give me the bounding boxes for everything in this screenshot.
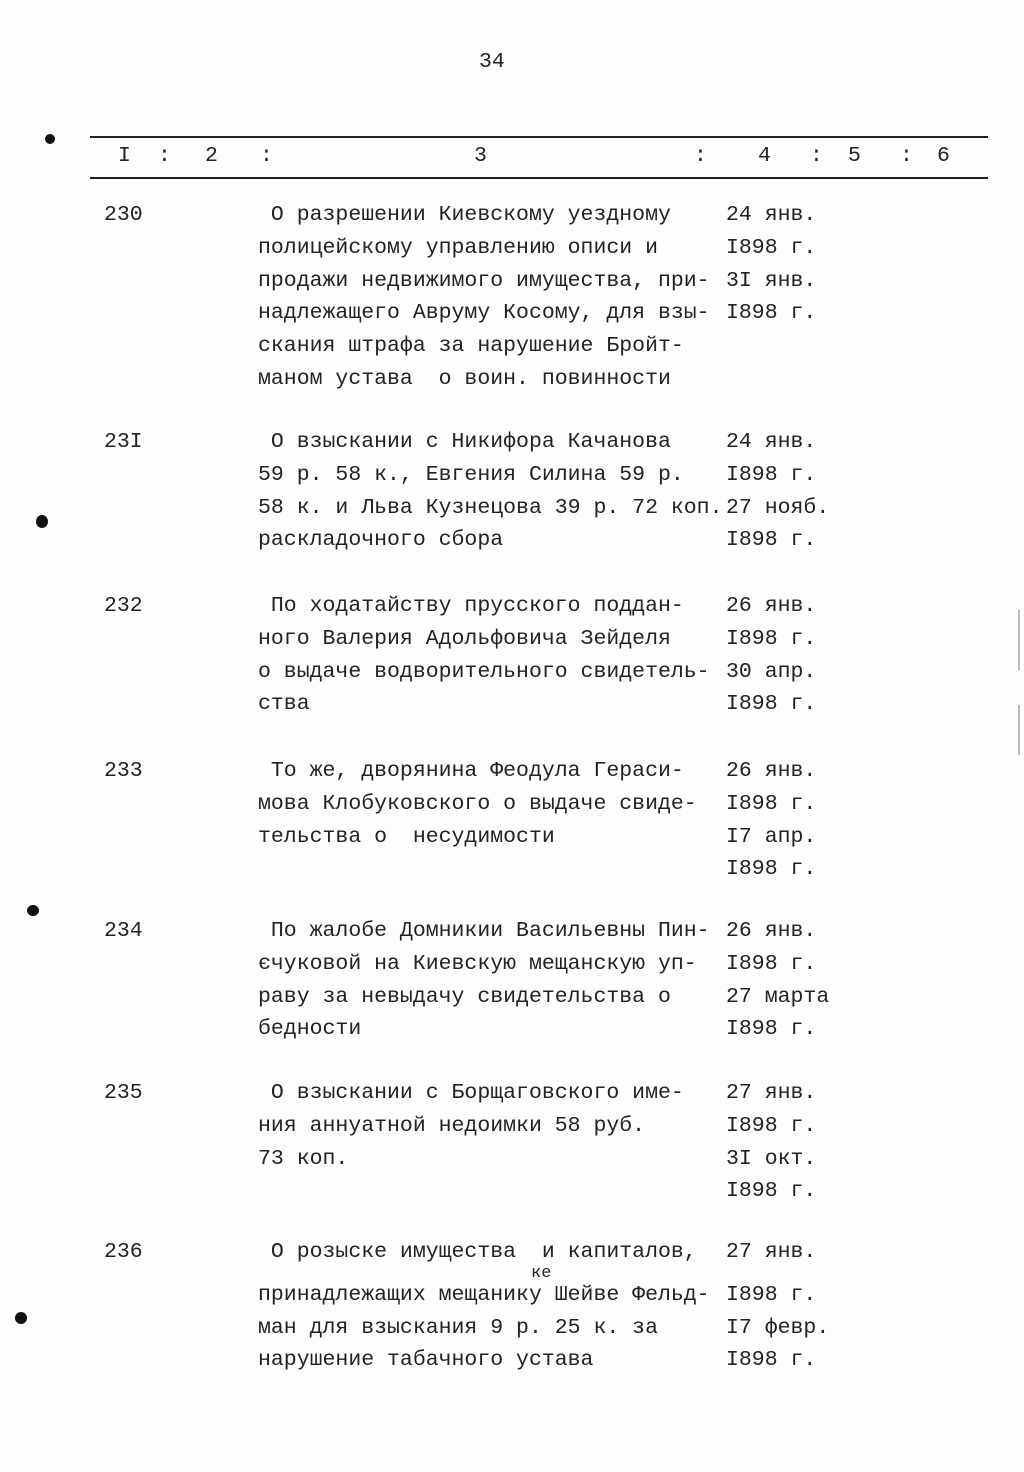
entry-number: 232 bbox=[104, 594, 143, 618]
entry-title-line: єчуковой на Киевскую мещанскую уп- bbox=[258, 951, 697, 976]
entry-title-line: ного Валерия Адольфовича Зейделя bbox=[258, 626, 671, 651]
entry-date: 26 янв. bbox=[726, 594, 817, 618]
entry-date: I898 г. bbox=[726, 1348, 817, 1373]
entry-date: 26 янв. bbox=[726, 759, 817, 783]
entry-date: I898 г. bbox=[726, 626, 817, 651]
entry-date: I898 г. bbox=[726, 1113, 817, 1138]
column-separator: : bbox=[260, 144, 273, 168]
entry-number: 23I bbox=[104, 430, 143, 454]
entry-title-line: мова Клобуковского о выдаче свиде- bbox=[258, 791, 697, 816]
entry-date: I898 г. bbox=[726, 301, 817, 326]
correction-note: ке bbox=[531, 1264, 552, 1283]
column-header-6: 6 bbox=[937, 144, 950, 168]
entry-date: 24 янв. bbox=[726, 430, 817, 454]
entry-title-line: раву за невыдачу свидетельства о bbox=[258, 984, 671, 1009]
entry-date: I898 г. bbox=[726, 1017, 817, 1042]
entry-title-line: надлежащего Авруму Косому, для взы- bbox=[258, 301, 710, 326]
entry-title-line: тельства о несудимости bbox=[258, 824, 555, 849]
entry-title-line: 58 к. и Льва Кузнецова 39 р. 72 коп. bbox=[258, 495, 723, 520]
entry-date: I898 г. bbox=[726, 1282, 817, 1307]
entry-number: 233 bbox=[104, 759, 143, 783]
entry-date: 30 апр. bbox=[726, 659, 817, 684]
entry-title-line: скания штрафа за нарушение Бройт- bbox=[258, 334, 684, 359]
entry-number: 235 bbox=[104, 1081, 143, 1105]
page-number: 34 bbox=[479, 50, 505, 74]
punch-mark bbox=[36, 515, 48, 528]
column-header-1: I bbox=[118, 144, 131, 168]
entry-title-line: То же, дворянина Феодула Гераси- bbox=[258, 759, 684, 783]
entry-date: I898 г. bbox=[726, 692, 817, 717]
entry-title-line: маном устава о воин. повинности bbox=[258, 367, 671, 391]
entry-title-line: раскладочного сбора bbox=[258, 528, 504, 553]
entry-date: 24 янв. bbox=[726, 203, 817, 227]
entry-title-line: ния аннуатной недоимки 58 руб. bbox=[258, 1113, 646, 1138]
entry-date: 27 марта bbox=[726, 984, 830, 1009]
scan-edge bbox=[1018, 610, 1020, 670]
entry-title-line: ман для взыскания 9 р. 25 к. за bbox=[258, 1315, 658, 1340]
column-separator: : bbox=[158, 144, 171, 168]
entry-date: I898 г. bbox=[726, 528, 817, 553]
entry-number: 236 bbox=[104, 1240, 143, 1264]
entry-title-line: По ходатайству прусского поддан- bbox=[258, 594, 684, 618]
entry-date: 3I янв. bbox=[726, 268, 817, 293]
header-bottom-rule bbox=[90, 177, 988, 179]
entry-title-line: По жалобе Домникии Васильевны Пин- bbox=[258, 919, 710, 943]
entry-date: I7 апр. bbox=[726, 824, 817, 849]
entry-date: I7 февр. bbox=[726, 1315, 830, 1340]
entry-date: 27 янв. bbox=[726, 1240, 817, 1264]
entry-date: 27 янв. bbox=[726, 1081, 817, 1105]
entry-title-line: О взыскании с Борщаговского име- bbox=[258, 1081, 684, 1105]
entry-date: 27 нояб. bbox=[726, 495, 830, 520]
entry-title-line: продажи недвижимого имущества, при- bbox=[258, 268, 710, 293]
entry-date: I898 г. bbox=[726, 791, 817, 816]
column-separator: : bbox=[694, 144, 707, 168]
entry-title-line: О розыске имущества и капиталов, bbox=[258, 1240, 697, 1264]
scan-edge bbox=[1018, 705, 1020, 755]
column-header-2: 2 bbox=[205, 144, 218, 168]
entry-title-line: о выдаче водворительного свидетель- bbox=[258, 659, 710, 684]
entry-date: I898 г. bbox=[726, 1179, 817, 1204]
entry-date: I898 г. bbox=[726, 462, 817, 487]
header-top-rule bbox=[90, 136, 988, 138]
column-header-3: 3 bbox=[474, 144, 487, 168]
entry-title-line: О разрешении Киевскому уездному bbox=[258, 203, 671, 227]
entry-title-line: полицейскому управлению описи и bbox=[258, 235, 658, 260]
entry-number: 230 bbox=[104, 203, 143, 227]
entry-date: I898 г. bbox=[726, 857, 817, 882]
punch-mark bbox=[45, 134, 55, 144]
entry-number: 234 bbox=[104, 919, 143, 943]
entry-title-line: О взыскании с Никифора Качанова bbox=[258, 430, 671, 454]
entry-date: I898 г. bbox=[726, 235, 817, 260]
column-header-5: 5 bbox=[848, 144, 861, 168]
entry-title-line: бедности bbox=[258, 1017, 362, 1042]
entry-date: I898 г. bbox=[726, 951, 817, 976]
entry-title-line: 59 р. 58 к., Евгения Силина 59 р. bbox=[258, 462, 684, 487]
punch-mark bbox=[15, 1312, 27, 1324]
punch-mark bbox=[27, 905, 39, 916]
entry-date: 3I окт. bbox=[726, 1146, 817, 1171]
column-header-4: 4 bbox=[758, 144, 771, 168]
entry-title-line: 73 коп. bbox=[258, 1146, 349, 1171]
entry-title-line: ства bbox=[258, 692, 310, 717]
entry-title-line: нарушение табачного устава bbox=[258, 1348, 594, 1373]
entry-date: 26 янв. bbox=[726, 919, 817, 943]
entry-title-line: принадлежащих мещанику Шейве Фельд- bbox=[258, 1282, 710, 1307]
column-separator: : bbox=[810, 144, 823, 168]
column-separator: : bbox=[900, 144, 913, 168]
